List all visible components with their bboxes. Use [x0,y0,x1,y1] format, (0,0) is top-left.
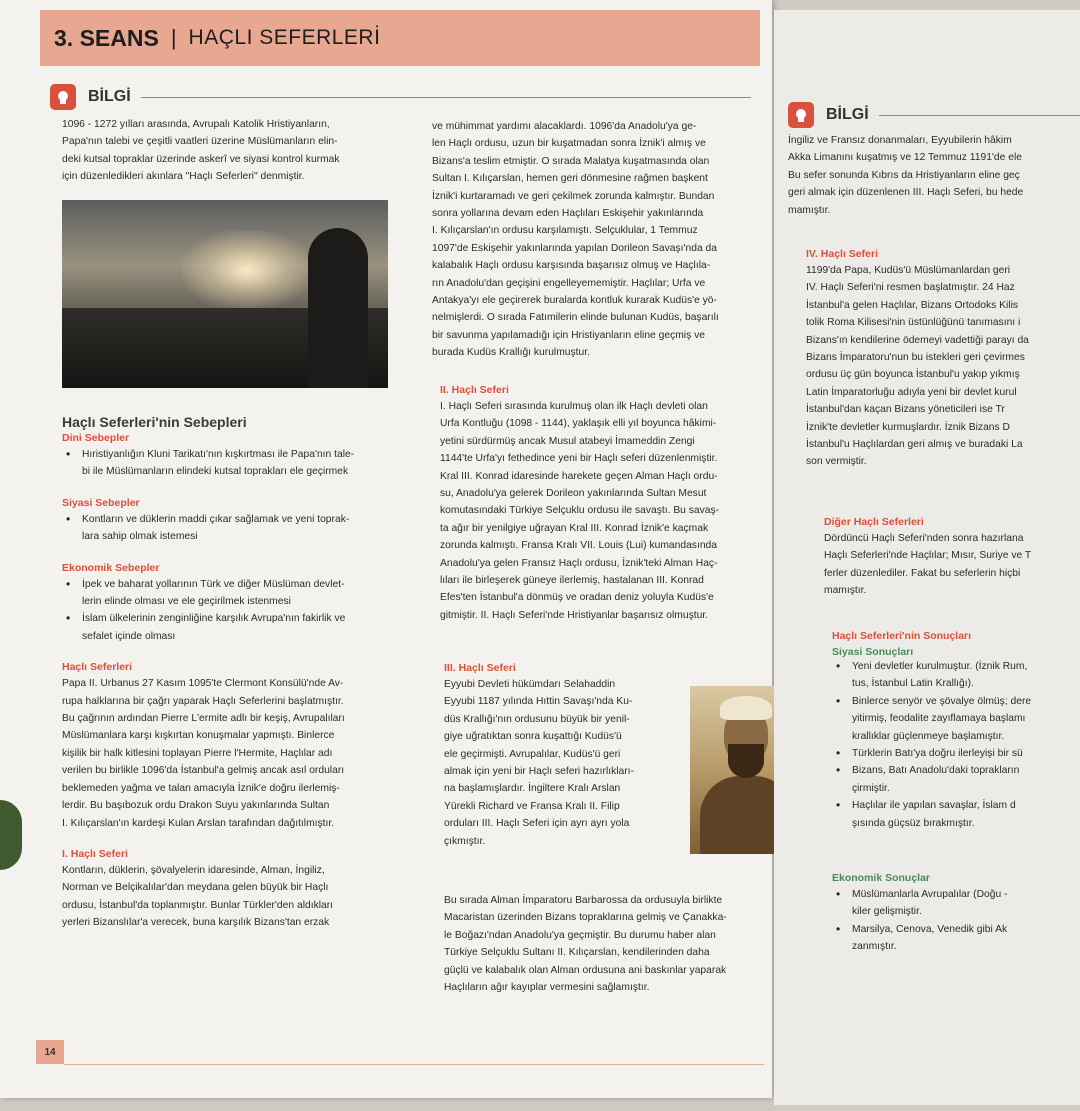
session-number: 3. SEANS [54,24,159,51]
info-label: BİLGİ [826,106,869,123]
results-section [832,630,1080,956]
other-crusades-section: Diğer Haçlı Seferleri Dördüncü Haçlı Seferi'nden sonra hazırlana Haçlı Seferleri'nde Haçlılar; Mısır, Suriye ve T ferler düzenlediler. Fakat bu seferlerin hiçbi mamıştır. [824,516,1080,600]
list-item: • Müslümanlarla Avrupalılar (Doğu - kiler gelişmiştir. [832,886,1080,921]
right-page [774,10,1080,1105]
second-crusade-heading: II. Haçlı Seferi [440,384,509,396]
political-causes-heading: Siyasi Sebepler [62,496,140,509]
info-label: BİLGİ [88,88,131,105]
first-crusade-text: Kontların, düklerin, şövalyelerin idaresinde, Alman, İngiliz, Norman ve Belçikalılar'dan meydana gelen büyük bir Haçlı ordusu, İstanbul'da toplanmıştır. Bunlar Türkler'den aldıkları yerleri Bizanslılar'a verecek, buna karşılık Bizans'tan erzak [62,864,334,929]
brain-icon [788,102,814,128]
economic-causes-heading: Ekonomik Sebepler [62,561,160,574]
list-item: • Kontların ve düklerin maddi çıkar sağlamak ve yeni toprak- lara sahip olmak istemesi [62,511,408,546]
third-crusade-heading: III. Haçlı Seferi [444,662,516,674]
list-item: • Yeni devletler kurulmuştur. (İznik Rum, tus, İstanbul Latin Krallığı). [832,658,1080,693]
causes-title: Haçlı Seferleri'nin Sebepleri [62,414,247,430]
list-item: • Haçlılar ile yapılan savaşlar, İslam d şısında güçsüz bırakmıştır. [832,797,1080,832]
list-item: • Hıristiyanlığın Kluni Tarikatı'nın kışkırtması ile Papa'nın tale- bi ile Müslümanların elindeki kutsal toprakları ele geçirmek [62,446,408,481]
third-crusade-continued: Bu sırada Alman İmparatoru Barbarossa da ordusuyla birlikte Macaristan üzerinden Bizans topraklarına gelmiş ve Çanakka- le Boğazı'ndan Anadolu'ya geçmiştir. Bu durumu haber alan Türkiye Selçuklu Sultanı II. Kılıçarslan, kendilerinden daha güçlü ve kalabalık olan Alman ordusuna ani baskınlar yaparak Haçlıların ağır kayıplar vermesini sağlamıştır. [444,895,727,994]
economic-results-heading: Ekonomik Sonuçlar [832,872,931,885]
footer-line [64,1064,764,1065]
section-title: HAÇLI SEFERLERİ [188,26,381,49]
right-info-text: İngiliz ve Fransız donanmaları, Eyyubilerin hâkim Akka Limanını kuşatmış ve 12 Temmuz 1191'de ele Bu sefer sonunda Kıbrıs da Hristiyanların eline geç geri almak için düzenlenen III. Haçlı Seferi, bu hede mamıştır. [788,135,1024,216]
middle-top-text: ve mühimmat yardımı alacaklardı. 1096'da Anadolu'ya ge- len Haçlı ordusu, uzun bir kuşatmadan sonra İznik'i almış ve Bizans'a teslim etmiştir. O sırada Malatya kuşatmasında olan Sultan I. Kılıçarslan, hemen geri dönmesine rağmen başkent İznik'i kurtaramadı ve geri çekilmek zorunda kalmıştır. Bundan sonra yollarına devam eden Haçlıları Eskişehir yakınlarında I. Kılıçarslan'ın ordusu karşılamıştı. Selçuklular, 1 Temmuz 1097'de Eskişehir yakınlarında yapılan Dorileon Savaşı'nda da kalabalık Haçlı ordusu karşısında başarısız olmuş ve Haçlıla- rın Anadolu'dan geçişini engelleyememiştir. Haçlılar; Urfa ve Antakya'yı ele geçirerek buralarda kontluk kurarak Kudüs'e yö- nelmişlerdi. O sırada Fatımilerin elinde bulunan Kudüs, başarılı bir savunma yapılamadığı için Hristiyanların eline geçmiş ve burada Kudüs Krallığı kurulmuştur. [432,121,719,359]
crusades-heading: Haçlı Seferleri [62,661,133,674]
third-crusade-section: III. Haçlı Seferi Eyyubi Devleti hükümdarı Selahaddin Eyyubi 1187 yılında Hıttin Savaşı'nda Ku- düs Krallığı'nın ordusunu büyük bir yenil- giye uğratıktan sonra kuşattığı Kudüs'ü ele geçirmişti. Avrupalılar, Kudüs'ü geri almak için yeni bir Haçlı seferi hazırlıkları- na başlamışlardır. İngiltere Kralı Arslan Yürekli Richard ve Fransa Kralı II. Filip orduları III. Haçlı Seferi için ayrı ayrı yola çıkmıştır. [444,662,688,850]
sticky-note [0,800,22,870]
brain-icon [50,84,76,110]
list-item: • Binlerce senyör ve şövalye ölmüş; dere yitirmiş, feodalite zayıflamaya başlamı krallıklar güçlenmeye başlamıştır. [832,693,1080,745]
left-info-text: 1096 - 1272 yılları arasında, Avrupalı Katolik Hristiyanların, Papa'nın talebi ve çeşitli vaatleri üzerine Müslümanların elin- deki kutsal topraklar üzerinde askerî ve siyasi kontrol kurmak için düzenledikleri akınlara "Haçlı Seferleri" denmiştir. [62,119,340,183]
section-header [40,10,760,66]
results-heading: Haçlı Seferleri'nin Sonuçları [832,630,972,642]
other-crusades-heading: Diğer Haçlı Seferleri [824,516,924,528]
divider [879,115,1080,116]
right-info-heading [788,102,1080,128]
left-info-heading [50,84,751,110]
list-item: • Türklerin Batı'ya doğru ilerleyişi bir sü [832,745,1080,762]
list-item: • İslam ülkelerinin zenginliğine karşılık Avrupa'nın fakirlik ve sefalet içinde olması [62,610,408,645]
fourth-crusade-section: IV. Haçlı Seferi 1199'da Papa, Kudüs'ü Müslümanlardan geri IV. Haçlı Seferi'ni resmen başlatmıştır. 24 Haz İstanbul'a gelen Haçlılar, Bizans Ortodoks Kilis tolik Roma Kilisesi'nin üstünlüğünü tanımasını i Bizans'ın kendilerine ödemeyi vadettiği parayı da Bizans İmparatoru'nun bu istekleri geri çevirmes ordusu üç gün boyunca İstanbul'u yakıp yıkmış Latin İmparatorluğu adıyla yeni bir devlet kurul İstanbul'dan kaçan Bizans yöneticileri ise Tr İznik'te devletler kurmuşlardır. İznik Bizans D İstanbul'u Haçlılardan geri almış ve buradaki La son vermiştir. [806,248,1080,471]
causes-section [62,414,408,932]
second-crusade-section: II. Haçlı Seferi I. Haçlı Seferi sırasında kurulmuş olan ilk Haçlı devleti olan Urfa Kontluğu (1098 - 1144), yaklaşık elli yıl boyunca hâkimi- yetini sürdürmüş ancak Musul atabeyi İmameddin Zengi 1144'te Urfa'yı fethedince yeni bir Haçlı seferi düzenlenmiştir. Kral III. Konrad idaresinde harekete geçen Alman Haçlı ordu- su, Anadolu'ya gelerek Dorileon yakınlarında Sultan Mesut komutasındaki Türkiye Selçuklu ordusu ile savaştı. Bu savaş- ta ağır bir yenilgiye uğrayan Kral III. Konrad İznik'e kaçmak zorunda kalmıştı. Fransa Kralı VII. Louis (Lui) kumandasında Anadolu'ya gelen Fransız Haçlı ordusu, İznik'teki Alman Haç- lıları ile birleşerek güneye ilerlemiş, hastalanan III. Konrad Efes'ten İstanbul'a dönmüş ve oradan deniz yoluyla Kudüs'e gitmiştir. II. Haçlı Seferi'nde Hristiyanlar başarısız olmuştur. [440,384,768,624]
crusades-text: Papa II. Urbanus 27 Kasım 1095'te Clermont Konsülü'nde Av- rupa halklarına bir çağrı yaparak Haçlı Seferlerini başlatmıştır. Bu çağrının ardından Pierre L'ermite adlı bir keşiş, Avrupalıları Müslümanlara karşı kışkırtan konuşmalar yapmıştı. Binlerce kişilik bir halk kitlesini toplayan Pierre l'Hermite, Haçlılar adı verilen bu birlikle 1096'da İstanbul'a gelmiş ancak asıl orduları beklemeden yağma ve talan amacıyla İznik'e doğru ilerlemiş- lerdir. Bu başıbozuk ordu Drakon Suyu yakınlarında Sultan I. Kılıçarslan'ın kardeşi Kulan Arslan tarafından dağıtılmıştır. [62,678,345,829]
list-item: • İpek ve baharat yollarının Türk ve diğer Müslüman devlet- lerin elinde olması ve ele geçirilmek istenmesi [62,576,408,611]
religious-causes-heading: Dini Sebepler [62,432,130,444]
list-item: • Marsilya, Cenova, Venedik gibi Ak zanmıştır. [832,921,1080,956]
list-item: • Bizans, Batı Anadolu'daki toprakların çirmiştir. [832,762,1080,797]
political-results-heading: Siyasi Sonuçları [832,646,914,658]
crusaders-image [62,200,388,388]
page-number: 14 [36,1040,64,1064]
fourth-crusade-heading: IV. Haçlı Seferi [806,248,878,260]
header-separator: | [170,25,177,50]
divider [141,97,751,98]
first-crusade-heading: I. Haçlı Seferi [62,847,128,860]
